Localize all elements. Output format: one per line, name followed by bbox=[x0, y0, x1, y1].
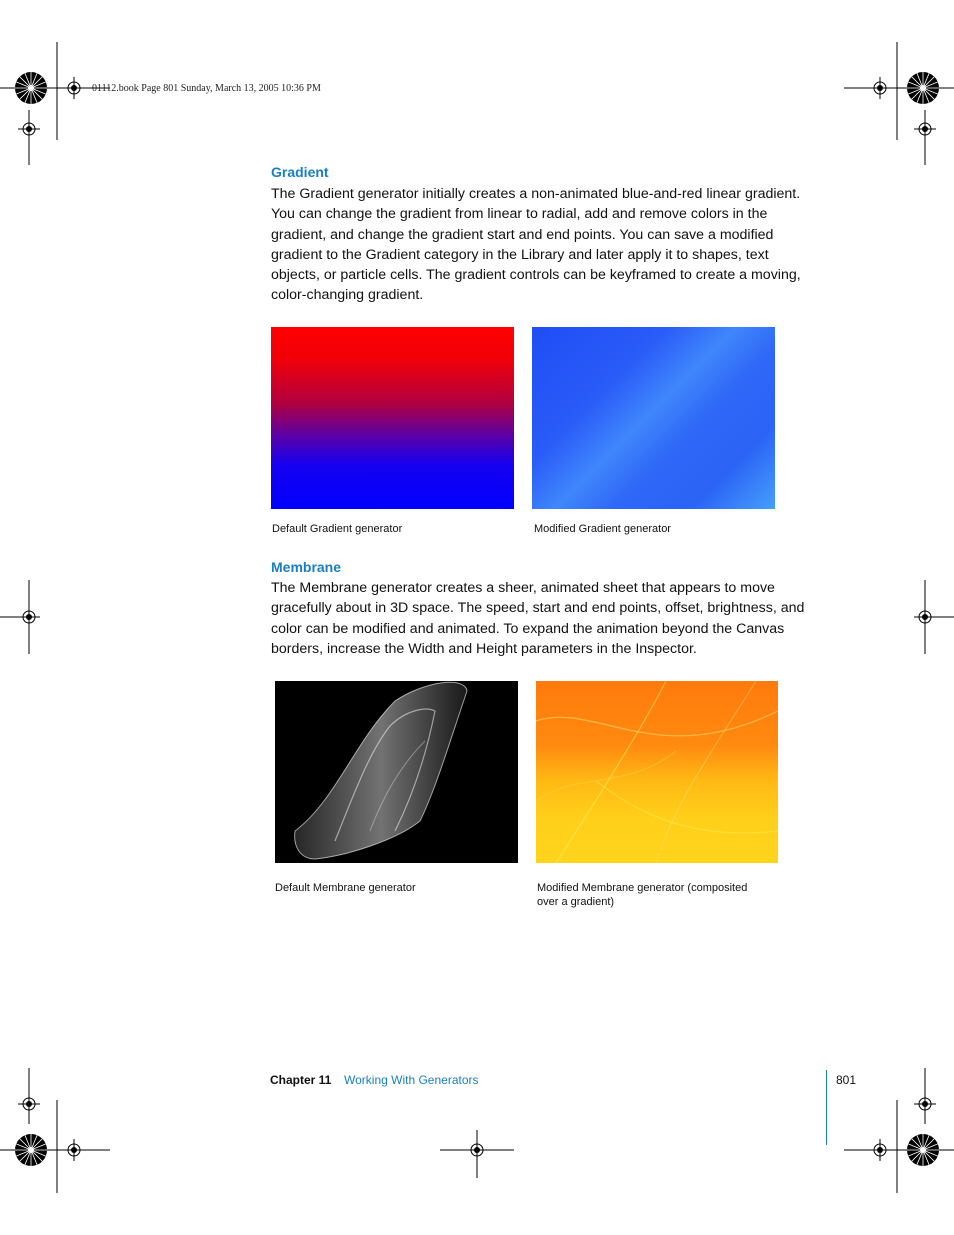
modified-membrane-caption: Modified Membrane generator (composited over a gradient) bbox=[537, 882, 748, 908]
modified-gradient-caption: Modified Gradient generator bbox=[534, 523, 671, 535]
membrane-heading: Membrane bbox=[271, 559, 342, 575]
membrane-sheet-graphic bbox=[275, 681, 518, 863]
default-membrane-caption: Default Membrane generator bbox=[275, 882, 416, 894]
gradient-heading: Gradient bbox=[271, 164, 329, 180]
page-number: 801 bbox=[836, 1073, 857, 1087]
membrane-overlay-graphic bbox=[536, 681, 778, 863]
footer-chapter-title: Working With Generators bbox=[344, 1073, 479, 1087]
modified-membrane-image bbox=[536, 681, 778, 863]
default-membrane-image bbox=[275, 681, 518, 863]
gradient-paragraph: The Gradient generator initially creates a non-animated blue-and-red linear gradient. You can change the gradient from linear to radial, add and remove colors in the gradient, and change the gradient start and end points. You can save a modified gradient to the Gradient category in the Library and later apply it to shapes, text objects, or particle cells. The gradient controls can be keyframed to create a moving, color-changing gradient. bbox=[271, 186, 801, 304]
footer-chapter-label: Chapter 11 bbox=[270, 1073, 332, 1087]
membrane-paragraph: The Membrane generator creates a sheer, animated sheet that appears to move gracefully about in 3D space. The speed, start and end points, offset, brightness, and color can be modified and animated. To expand the animation beyond the Canvas borders, increase the Width and Height parameters in the Inspector. bbox=[271, 580, 805, 657]
modified-gradient-image bbox=[532, 327, 775, 509]
print-slug-line: 01112.book Page 801 Sunday, March 13, 2005 10:36 PM bbox=[92, 83, 321, 94]
default-gradient-image bbox=[271, 327, 514, 509]
default-gradient-caption: Default Gradient generator bbox=[272, 523, 403, 535]
footer-divider bbox=[826, 1070, 827, 1145]
